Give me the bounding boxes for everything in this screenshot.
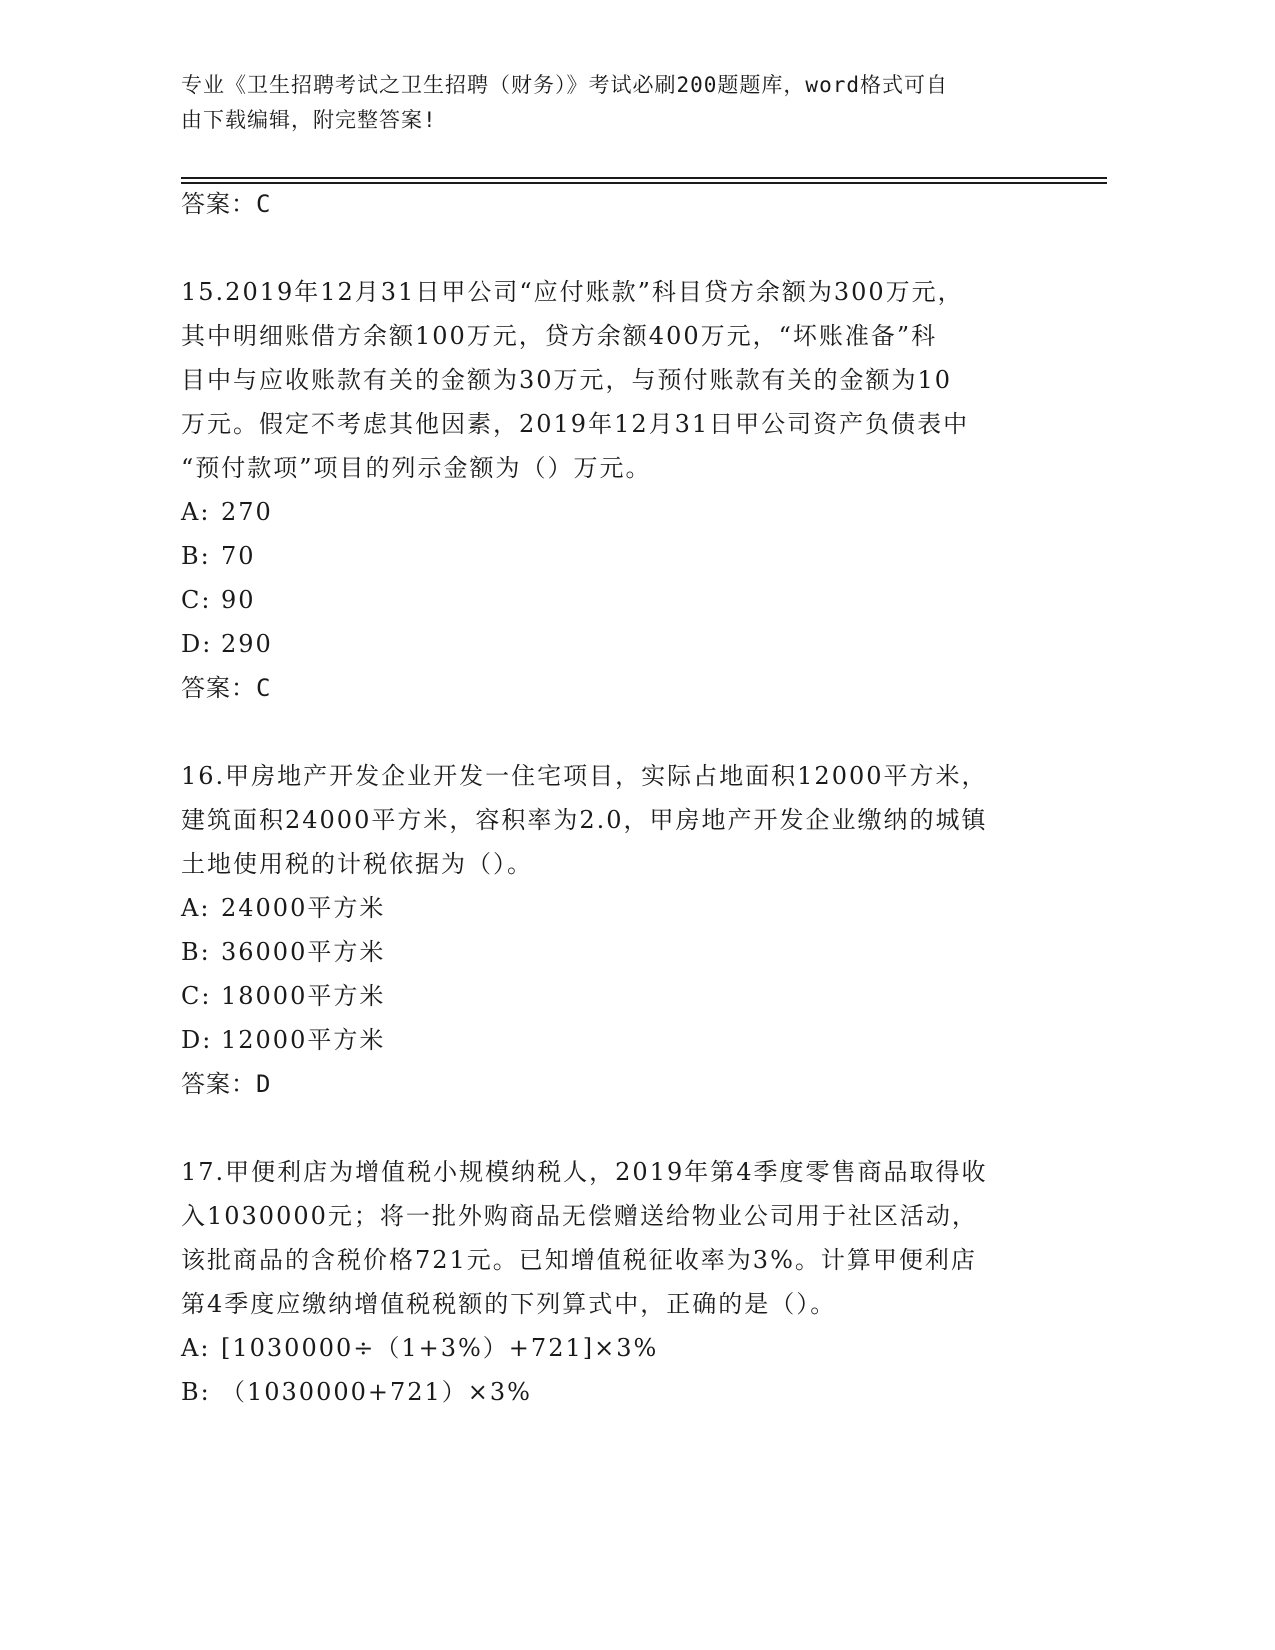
option-text: 18000平方米 bbox=[221, 982, 386, 1010]
option-c bbox=[181, 578, 1061, 622]
previous-answer: 答案：C bbox=[181, 190, 272, 218]
stem-line: 16.甲房地产开发企业开发一住宅项目，实际占地面积12000平方米， bbox=[181, 762, 988, 790]
page-header bbox=[181, 68, 1041, 138]
option-a bbox=[181, 886, 1061, 930]
header-divider-top bbox=[181, 177, 1107, 179]
header-line-2: 由下载编辑，附完整答案! bbox=[181, 108, 437, 132]
option-text: （1030000+721）×3% bbox=[221, 1378, 532, 1406]
option-label: C: bbox=[181, 586, 212, 614]
spacer bbox=[181, 1106, 1061, 1150]
stem-line: 入1030000元；将一批外购商品无偿赠送给物业公司用于社区活动， bbox=[181, 1202, 978, 1230]
option-text: 12000平方米 bbox=[221, 1026, 386, 1054]
option-d bbox=[181, 622, 1061, 666]
option-d bbox=[181, 1018, 1061, 1062]
option-label: B: bbox=[181, 938, 211, 966]
option-text: 70 bbox=[221, 542, 256, 570]
question-list bbox=[181, 182, 1061, 1414]
option-label: A: bbox=[181, 1334, 211, 1362]
stem-line: 目中与应收账款有关的金额为30万元，与预付账款有关的金额为10 bbox=[181, 366, 953, 394]
option-label: A: bbox=[181, 894, 211, 922]
option-a bbox=[181, 490, 1061, 534]
spacer bbox=[181, 226, 1061, 270]
stem-line: 第4季度应缴纳增值税税额的下列算式中，正确的是（）。 bbox=[181, 1290, 837, 1318]
option-c bbox=[181, 974, 1061, 1018]
stem-line: 建筑面积24000平方米，容积率为2.0，甲房地产开发企业缴纳的城镇 bbox=[181, 806, 988, 834]
stem-line: 万元。假定不考虑其他因素，2019年12月31日甲公司资产负债表中 bbox=[181, 410, 970, 438]
stem-line: “预付款项”项目的列示金额为（）万元。 bbox=[181, 454, 652, 482]
option-text: 36000平方米 bbox=[221, 938, 386, 966]
question-stem bbox=[181, 270, 1041, 490]
question-16 bbox=[181, 754, 1061, 1106]
stem-line: 17.甲便利店为增值税小规模纳税人，2019年第4季度零售商品取得收 bbox=[181, 1158, 988, 1186]
answer: 答案：D bbox=[181, 1070, 272, 1098]
option-text: [1030000÷（1+3%）+721]×3% bbox=[221, 1334, 659, 1362]
option-label: A: bbox=[181, 498, 211, 526]
option-label: C: bbox=[181, 982, 212, 1010]
option-text: 270 bbox=[221, 498, 273, 526]
option-text: 24000平方米 bbox=[221, 894, 386, 922]
option-text: 90 bbox=[221, 586, 256, 614]
option-label: D: bbox=[181, 630, 213, 658]
option-b bbox=[181, 930, 1061, 974]
stem-line: 该批商品的含税价格721元。已知增值税征收率为3%。计算甲便利店 bbox=[181, 1246, 977, 1274]
spacer bbox=[181, 710, 1061, 754]
option-text: 290 bbox=[221, 630, 273, 658]
question-stem bbox=[181, 754, 1041, 886]
stem-line: 其中明细账借方余额100万元，贷方余额400万元，“坏账准备”科 bbox=[181, 322, 938, 350]
question-17 bbox=[181, 1150, 1061, 1414]
header-line-1: 专业《卫生招聘考试之卫生招聘（财务）》考试必刷200题题库，word格式可自 bbox=[181, 73, 948, 97]
question-15 bbox=[181, 270, 1061, 710]
option-b bbox=[181, 534, 1061, 578]
stem-line: 土地使用税的计税依据为（）。 bbox=[181, 850, 533, 878]
stem-line: 15.2019年12月31日甲公司“应付账款”科目贷方余额为300万元， bbox=[181, 278, 964, 306]
option-label: B: bbox=[181, 542, 211, 570]
answer: 答案：C bbox=[181, 674, 272, 702]
option-b bbox=[181, 1370, 1061, 1414]
option-label: B: bbox=[181, 1378, 211, 1406]
option-a bbox=[181, 1326, 1061, 1370]
question-stem bbox=[181, 1150, 1041, 1326]
option-label: D: bbox=[181, 1026, 213, 1054]
